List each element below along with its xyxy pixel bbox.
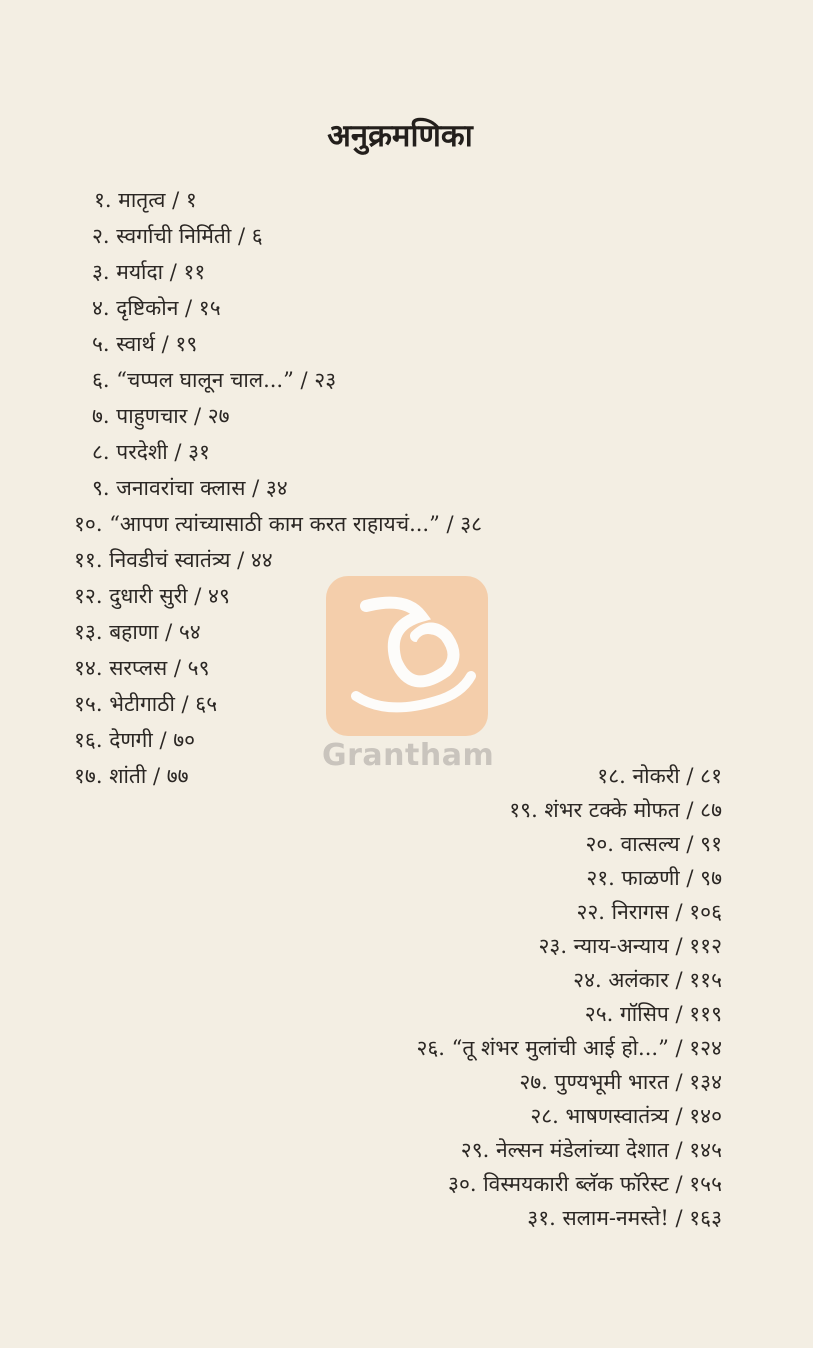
toc-entry: २५. गॉसिप / ११९: [584, 1002, 722, 1026]
toc-entry: १४. सरप्लस / ५९: [74, 656, 210, 680]
toc-entry: २२. निरागस / १०६: [576, 900, 722, 924]
toc-entry: २४. अलंकार / ११५: [573, 968, 722, 992]
toc-entry: २१. फाळणी / ९७: [586, 866, 722, 890]
toc-entry: ६. “चप्पल घालून चाल...” / २३: [92, 368, 337, 392]
toc-entry: १९. शंभर टक्के मोफत / ८७: [509, 798, 722, 822]
toc-entry: १०. “आपण त्यांच्यासाठी काम करत राहायचं...” / ३८: [74, 512, 483, 536]
toc-entry: १८. नोकरी / ८१: [597, 764, 722, 788]
toc-entry: २३. न्याय-अन्याय / ११२: [538, 934, 722, 958]
toc-entry: २६. “तू शंभर मुलांची आई हो...” / १२४: [416, 1036, 722, 1060]
watermark-brand-text: Grantham: [322, 738, 495, 773]
toc-entry: १३. बहाणा / ५४: [74, 620, 201, 644]
toc-entry: ३. मर्यादा / ११: [92, 260, 206, 284]
toc-entry: १२. दुधारी सुरी / ४९: [74, 584, 230, 608]
toc-entry: ११. निवडीचं स्वातंत्र्य / ४४: [74, 548, 273, 572]
toc-entry: ३०. विस्मयकारी ब्लॅक फॉरेस्ट / १५५: [448, 1172, 722, 1196]
toc-entry: १. मातृत्व / १: [94, 188, 197, 212]
toc-entry: २. स्वर्गाची निर्मिती / ६: [92, 224, 263, 248]
toc-entry: १५. भेटीगाठी / ६५: [74, 692, 218, 716]
toc-entry: ९. जनावरांचा क्लास / ३४: [92, 476, 288, 500]
toc-entry: २८. भाषणस्वातंत्र्य / १४०: [530, 1104, 722, 1128]
toc-entry: ४. दृष्टिकोन / १५: [92, 296, 221, 320]
toc-entry: २९. नेल्सन मंडेलांच्या देशात / १४५: [460, 1138, 722, 1162]
toc-entry: १६. देणगी / ७०: [74, 728, 196, 752]
toc-entry: ३१. सलाम-नमस्ते! / १६३: [527, 1206, 722, 1230]
toc-entry: १७. शांती / ७७: [74, 764, 189, 788]
toc-entry: ५. स्वार्थ / १९: [92, 332, 198, 356]
toc-entry: ७. पाहुणचार / २७: [92, 404, 230, 428]
page-title: अनुक्रमणिका: [327, 118, 473, 154]
toc-entry: २७. पुण्यभूमी भारत / १३४: [519, 1070, 722, 1094]
toc-entry: २०. वात्सल्य / ९१: [585, 832, 722, 856]
toc-entry: ८. परदेशी / ३१: [92, 440, 210, 464]
